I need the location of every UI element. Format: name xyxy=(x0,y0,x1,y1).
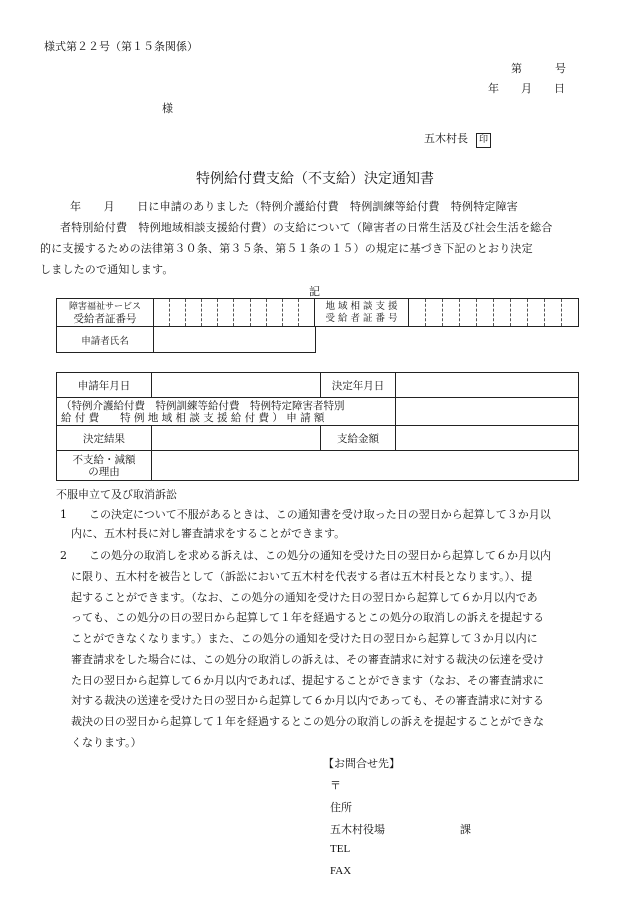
welfare-cert-number-field[interactable] xyxy=(154,299,315,327)
requested-amount-field[interactable] xyxy=(396,398,579,426)
contact-department: 課 xyxy=(460,823,471,836)
decision-date-field[interactable] xyxy=(396,373,579,398)
decision-date-label: 決定年月日 xyxy=(321,373,396,398)
payment-amount-label: 支給金額 xyxy=(321,426,396,451)
issuer-name: 五木村長 xyxy=(424,132,468,145)
issuer xyxy=(424,130,491,148)
contact-fax: FAX xyxy=(330,865,352,877)
addressee: 様 xyxy=(162,102,173,115)
note-line: に限り、五木村を被告として（訴訟において五木村を代表する者は五木村長となります。）、提 xyxy=(60,570,533,583)
issue-date: 年 月 日 xyxy=(488,82,565,95)
note-line: 内に、五木村長に対し審査請求をすることができます。 xyxy=(60,527,346,540)
contact-address: 住所 xyxy=(330,801,352,814)
body-line-2: 者特別給付費 特例地域相談支援給付費）の支給について（障害者の日常生活及び社会生活を総合 xyxy=(60,221,553,234)
certificate-table xyxy=(56,298,579,327)
note-line: ことができなくなります。）また、この処分の通知を受けた日の翌日から起算して３か月以内に xyxy=(60,632,538,645)
applicant-name-label: 申請者氏名 xyxy=(57,327,154,353)
reason-label: 不支給・減額 の理由 xyxy=(57,451,152,481)
note-line: っても、この処分の日の翌日から起算して１年を経過するとこの処分の取消しの訴えを提起する xyxy=(60,611,544,624)
document-number: 第 号 xyxy=(511,62,566,75)
form-number: 様式第２２号（第１５条関係） xyxy=(44,40,198,53)
note-line: た日の翌日から起算して６か月以内であれば、提起することができます（なお、その審査請求に xyxy=(60,674,544,687)
note-line: 対する裁決の送達を受けた日の翌日から起算して６か月以内であっても、その審査請求に対する xyxy=(60,694,544,707)
note-line: 1 この決定について不服があるときは、この通知書を受け取った日の翌日から起算して３か月以 xyxy=(60,508,551,521)
appeal-heading: 不服申立て及び取消訴訟 xyxy=(56,488,177,501)
seal-stamp: 印 xyxy=(476,133,491,148)
contact-office: 五木村役場 xyxy=(330,823,385,836)
applicant-table xyxy=(56,326,316,353)
note-line: 起することができます。（なお、この処分の通知を受けた日の翌日から起算して６か月以内であ xyxy=(60,591,538,604)
contact-tel: TEL xyxy=(330,843,351,855)
contact-heading: 【お問合せ先】 xyxy=(323,757,400,770)
requested-amount-label: （特例介護給付費 特例訓練等給付費 特例特定障害者特別 給 付 費 特 例 地 域 相 談 支 援 給 付 費 ） 申 請 額 xyxy=(57,398,396,426)
body-line-1: 年 月 日に申請のありました（特例介護給付費 特例訓練等給付費 特例特定障害 xyxy=(70,200,518,213)
application-date-field[interactable] xyxy=(152,373,321,398)
contact-postal: 〒 xyxy=(330,779,341,792)
note-line: くなります。） xyxy=(60,736,142,749)
body-line-3: 的に支援するための法律第３０条、第３５条、第５１条の１５）の規定に基づき下記のとおり決定 xyxy=(40,242,533,255)
welfare-cert-label: 障害福祉サービス 受給者証番号 xyxy=(57,299,154,327)
application-date-label: 申請年月日 xyxy=(57,373,152,398)
decision-table xyxy=(56,372,579,481)
note-line: 2 この処分の取消しを求める訴えは、この処分の通知を受けた日の翌日から起算して６か月以内 xyxy=(60,549,551,562)
payment-amount-field[interactable] xyxy=(396,426,579,451)
ki-mark: 記 xyxy=(309,285,320,298)
decision-result-field[interactable] xyxy=(152,426,321,451)
community-cert-number-field[interactable] xyxy=(409,299,579,327)
document-title: 特例給付費支給（不支給）決定通知書 xyxy=(196,171,434,187)
note-line: 裁決の日の翌日から起算して１年を経過するとこの処分の取消しの訴えを提起することができな xyxy=(60,715,544,728)
decision-result-label: 決定結果 xyxy=(57,426,152,451)
reason-field[interactable] xyxy=(152,451,579,481)
community-cert-label: 地 域 相 談 支 援 受 給 者 証 番 号 xyxy=(315,299,409,327)
body-line-4: しましたので通知します。 xyxy=(40,263,174,276)
note-line: 審査請求をした場合には、この処分の取消しの訴えは、その審査請求に対する裁決の伝達を受け xyxy=(60,653,544,666)
applicant-name-field[interactable] xyxy=(154,327,316,353)
